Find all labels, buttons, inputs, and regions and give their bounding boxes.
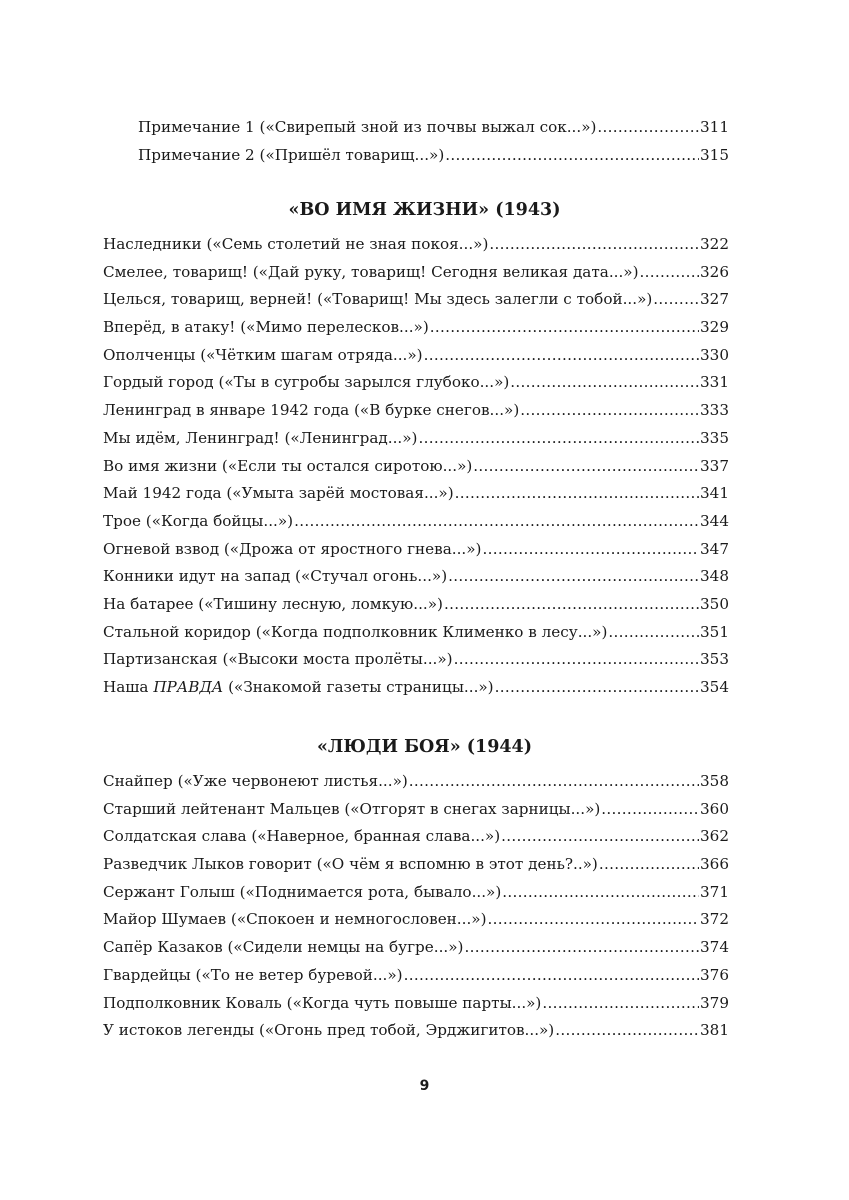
leader-dots <box>409 768 699 796</box>
entry-title: Снайпер («Уже червонеют листья...») <box>103 772 408 790</box>
toc-entry <box>103 286 729 314</box>
entry-title: Разведчик Лыков говорит («О чём я вспомню в этот день?..») <box>103 855 598 874</box>
entry-title: Ополченцы («Чётким шагам отряда...») <box>103 345 423 364</box>
toc-entry <box>103 508 729 536</box>
leader-dots <box>653 286 699 314</box>
leader-dots <box>424 342 699 370</box>
toc-entry <box>103 990 729 1018</box>
section2-list <box>103 768 729 1045</box>
entry-page: 372 <box>700 910 729 929</box>
entry-page: 358 <box>700 772 729 790</box>
leader-dots <box>502 879 699 907</box>
entry-page: 360 <box>700 799 729 818</box>
section-heading: «ЛЮДИ БОЯ» (1944) <box>316 737 533 757</box>
entry-title: Мы идём, Ленинград! («Ленинград...») <box>103 428 418 447</box>
entry-title: Смелее, товарищ! («Дай руку, товарищ! Сегодня великая дата...») <box>103 262 639 281</box>
leader-dots <box>444 591 699 619</box>
leader-dots <box>542 990 699 1018</box>
entry-title: Стальной коридор («Когда подполковник Клименко в лесу...») <box>103 622 608 641</box>
toc-entry <box>103 591 729 619</box>
entry-page: 326 <box>700 262 729 281</box>
entry-title: Трое («Когда бойцы...») <box>103 511 294 530</box>
entry-page: 333 <box>700 401 729 420</box>
leader-dots <box>404 962 699 990</box>
leader-dots <box>454 646 699 674</box>
leader-dots <box>640 259 699 287</box>
leader-dots <box>455 480 699 508</box>
toc-entry <box>103 823 729 851</box>
leader-dots <box>599 851 699 879</box>
entry-page: 362 <box>700 827 729 846</box>
toc-entry <box>103 480 729 508</box>
entry-page: 374 <box>700 938 729 957</box>
entry-page: 350 <box>700 594 729 613</box>
entry-title: Примечание 1 («Свирепый зной из почвы выжал сок...») <box>138 118 597 136</box>
toc-entry <box>103 934 729 962</box>
toc-entry <box>103 425 729 453</box>
entry-page: 331 <box>700 373 729 392</box>
entry-title: Майор Шумаев («Спокоен и немногословен...») <box>103 910 487 929</box>
entry-page: 327 <box>700 290 729 309</box>
notes-list <box>138 114 729 169</box>
entry-page: 330 <box>700 345 729 364</box>
entry-title: Наследники («Семь столетий не зная покоя...») <box>103 235 489 253</box>
entry-title: Конники идут на запад («Стучал огонь...») <box>103 567 448 586</box>
toc-entry <box>103 397 729 425</box>
entry-title: Ленинград в январе 1942 года («В бурке снегов...») <box>103 401 520 420</box>
entry-title-italic: ПРАВДА <box>153 678 224 696</box>
leader-dots <box>448 563 699 591</box>
entry-title: У истоков легенды («Огонь пред тобой, Эрджигитов...») <box>103 1021 555 1040</box>
toc-entry <box>103 231 729 259</box>
entry-title: Сержант Голыш («Поднимается рота, бывало...») <box>103 882 502 901</box>
toc-entry <box>138 114 729 142</box>
leader-dots <box>473 453 699 481</box>
entry-page: 341 <box>700 484 729 503</box>
toc-entry <box>103 1017 729 1045</box>
entry-title: Во имя жизни («Если ты остался сиротою...») <box>103 456 473 475</box>
entry-page: 379 <box>700 993 729 1012</box>
toc-entry <box>103 342 729 370</box>
leader-dots <box>520 397 699 425</box>
toc-entry <box>103 536 729 564</box>
leader-dots <box>597 114 699 142</box>
entry-page: 376 <box>700 965 729 984</box>
leader-dots <box>445 142 699 170</box>
entry-page: 344 <box>700 511 729 530</box>
entry-page: 329 <box>700 318 729 337</box>
toc-entry <box>138 142 729 170</box>
entry-title: Гордый город («Ты в сугробы зарылся глубоко...») <box>103 373 510 392</box>
leader-dots <box>430 314 699 342</box>
toc-entry <box>103 674 729 702</box>
toc-entry <box>103 796 729 824</box>
entry-title: Сапёр Казаков («Сидели немцы на бугре...») <box>103 938 464 957</box>
leader-dots <box>489 231 699 259</box>
leader-dots <box>495 674 699 702</box>
toc-entry <box>103 646 729 674</box>
entry-title <box>103 674 494 702</box>
entry-title: Подполковник Коваль («Когда чуть повыше парты...») <box>103 993 542 1012</box>
toc-entry <box>103 768 729 796</box>
entry-page: 347 <box>700 539 729 558</box>
entry-page: 371 <box>700 882 729 901</box>
toc-entry <box>103 879 729 907</box>
toc-entry <box>103 563 729 591</box>
section-heading: «ВО ИМЯ ЖИЗНИ» (1943) <box>288 200 561 220</box>
entry-title: Гвардейцы («То не ветер буревой...») <box>103 965 403 984</box>
entry-title: Огневой взвод («Дрожа от яростного гнева...») <box>103 539 482 558</box>
entry-title: Целься, товарищ, верней! («Товарищ! Мы здесь залегли с тобой...») <box>103 290 653 309</box>
entry-title: Партизанская («Высоки моста пролёты...») <box>103 650 453 669</box>
leader-dots <box>501 823 699 851</box>
entry-title: Вперёд, в атаку! («Мимо перелесков...») <box>103 318 429 337</box>
entry-title: Примечание 2 («Пришёл товарищ...») <box>138 145 445 164</box>
entry-title-prefix: Наша <box>103 678 154 696</box>
leader-dots <box>555 1017 699 1045</box>
leader-dots <box>294 508 699 536</box>
entry-page: 322 <box>700 235 729 253</box>
toc-entry <box>103 369 729 397</box>
entry-page: 337 <box>700 456 729 475</box>
entry-page: 351 <box>700 622 729 641</box>
entry-title: Май 1942 года («Умыта зарёй мостовая...») <box>103 484 454 503</box>
entry-page: 311 <box>700 118 729 136</box>
toc-entry <box>103 906 729 934</box>
section1-list <box>103 231 729 702</box>
entry-page: 315 <box>700 145 729 164</box>
toc-entry <box>103 314 729 342</box>
entry-page: 366 <box>700 855 729 874</box>
toc-entry <box>103 453 729 481</box>
leader-dots <box>464 934 699 962</box>
entry-title-suffix: («Знакомой газеты страницы...») <box>223 678 494 696</box>
leader-dots <box>482 536 699 564</box>
leader-dots <box>601 796 699 824</box>
leader-dots <box>488 906 700 934</box>
entry-page: 353 <box>700 650 729 669</box>
leader-dots <box>418 425 699 453</box>
entry-page: 381 <box>700 1021 729 1040</box>
toc-entry <box>103 962 729 990</box>
toc-entry <box>103 619 729 647</box>
entry-page: 335 <box>700 428 729 447</box>
entry-title: Старший лейтенант Мальцев («Отгорят в снегах зарницы...») <box>103 799 601 818</box>
entry-title: На батарее («Тишину лесную, ломкую...») <box>103 594 443 613</box>
entry-page: 348 <box>700 567 729 586</box>
toc-entry <box>103 851 729 879</box>
leader-dots <box>510 369 699 397</box>
leader-dots <box>608 619 699 647</box>
entry-title: Солдатская слава («Наверное, бранная слава...») <box>103 827 501 846</box>
entry-page: 354 <box>700 678 729 696</box>
toc-entry <box>103 259 729 287</box>
page-number: 9 <box>419 1078 430 1094</box>
